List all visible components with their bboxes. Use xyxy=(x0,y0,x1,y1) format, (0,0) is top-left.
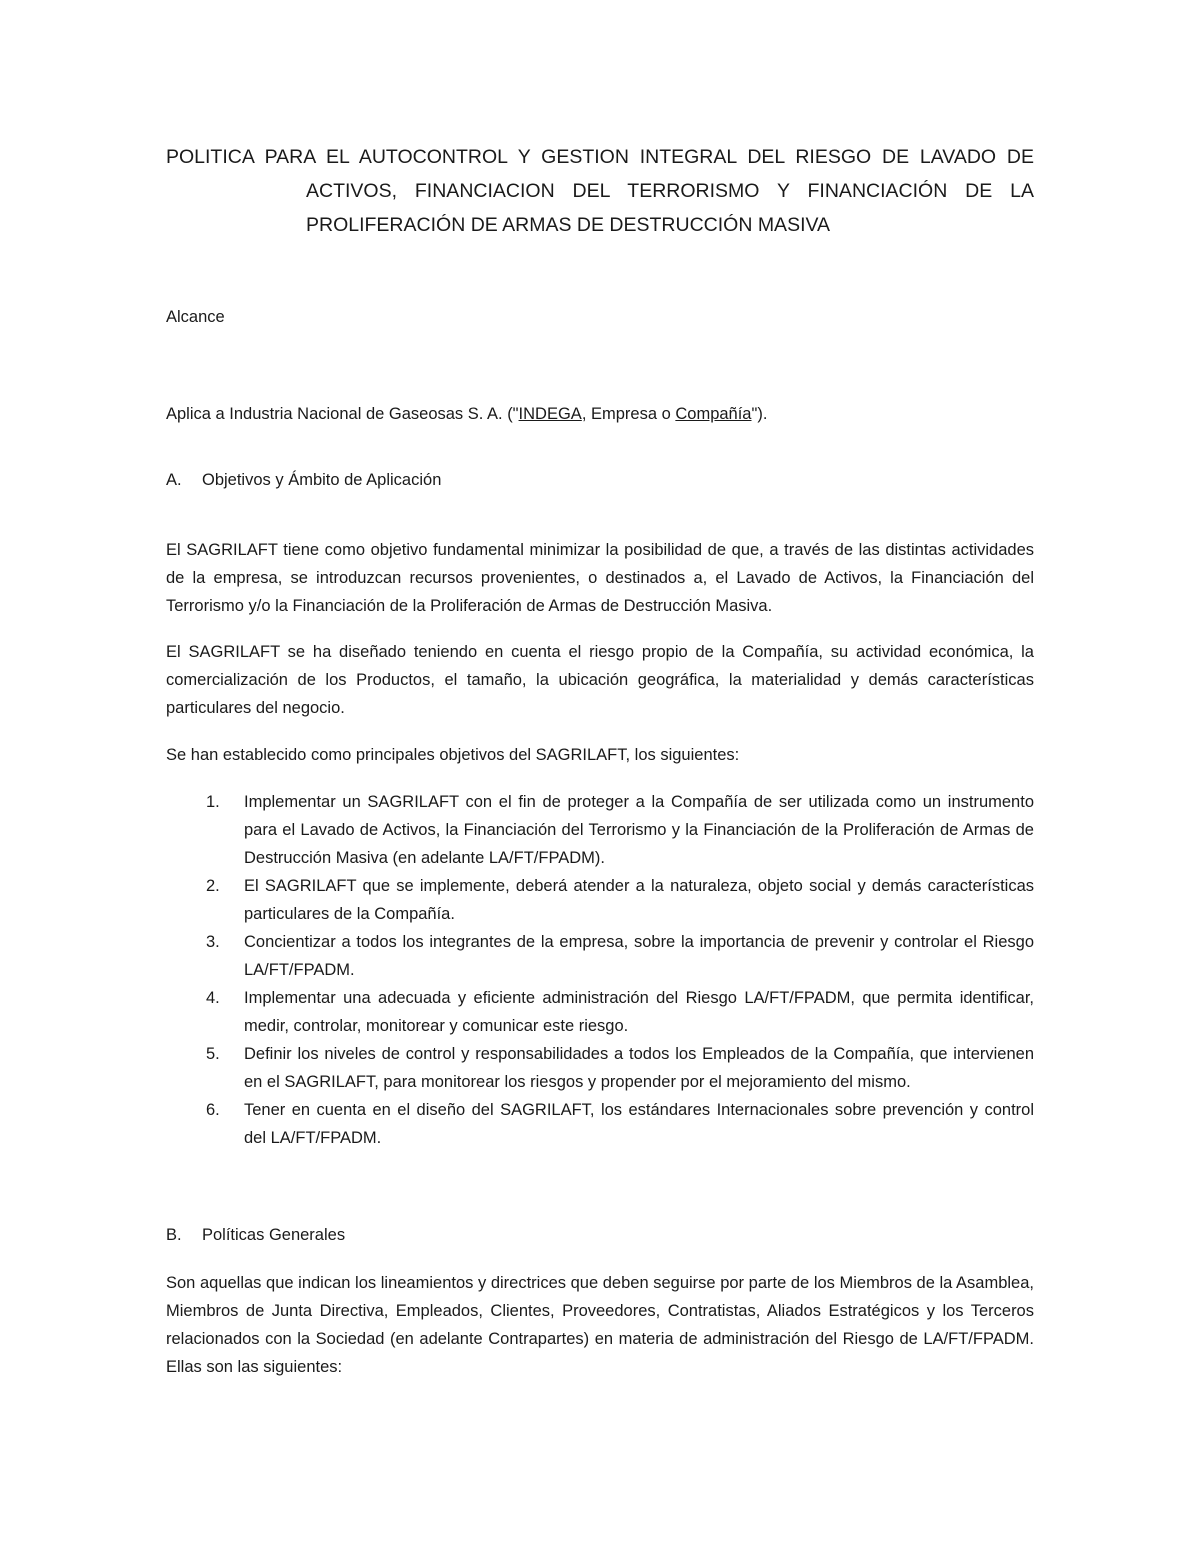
alcance-heading: Alcance xyxy=(166,308,225,326)
list-item-number: 5. xyxy=(206,1045,220,1063)
section-a-paragraph-2: El SAGRILAFT se ha diseñado teniendo en cuenta el riesgo propio de la Compañía, su actividad económica, la comercialización de los Productos, el tamaño, la ubicación geográfica, la materialidad y demás características particulares del negocio. xyxy=(166,643,1034,717)
list-item-number: 6. xyxy=(206,1101,220,1119)
title-line-1: POLITICA PARA EL AUTOCONTROL Y GESTION INTEGRAL DEL RIESGO DE LAVADO DE xyxy=(166,146,1034,168)
list-item-text: El SAGRILAFT que se implemente, deberá atender a la naturaleza, objeto social y demás características particulares de la Compañía. xyxy=(244,877,1034,923)
list-item xyxy=(206,788,1034,872)
compania-link[interactable]: Compañía xyxy=(675,405,752,423)
list-item-text: Definir los niveles de control y responsabilidades a todos los Empleados de la Compañía, que intervienen en el SAGRILAFT, para monitorear los riesgos y propender por el mejoramiento del mismo. xyxy=(244,1045,1034,1091)
title-line-3: PROLIFERACIÓN DE ARMAS DE DESTRUCCIÓN MASIVA xyxy=(306,214,831,236)
section-b-letter: B. xyxy=(166,1226,182,1244)
section-a-letter: A. xyxy=(166,471,182,489)
list-item-text: Tener en cuenta en el diseño del SAGRILAFT, los estándares Internacionales sobre prevención y control del LA/FT/FPADM. xyxy=(244,1101,1034,1147)
list-item xyxy=(206,984,1034,1040)
list-item-text: Concientizar a todos los integrantes de la empresa, sobre la importancia de prevenir y controlar el Riesgo LA/FT/FPADM. xyxy=(244,933,1034,979)
alcance-text-before: Aplica a Industria Nacional de Gaseosas S. A. (" xyxy=(166,405,519,423)
objectives-list xyxy=(206,788,1034,1152)
list-item-number: 3. xyxy=(206,933,220,951)
section-b-title: Políticas Generales xyxy=(202,1226,346,1244)
section-a-paragraph-1: El SAGRILAFT tiene como objetivo fundamental minimizar la posibilidad de que, a través de las distintas actividades de la empresa, se introduzcan recursos provenientes, o destinados a, el Lavado de Activos, la Financiación del Terrorismo y/o la Financiación de la Proliferación de Armas de Destrucción Masiva. xyxy=(166,541,1034,615)
list-item xyxy=(206,928,1034,984)
document-title xyxy=(166,140,1034,242)
section-a-paragraph-3: Se han establecido como principales objetivos del SAGRILAFT, los siguientes: xyxy=(166,746,740,764)
list-item-number: 4. xyxy=(206,989,220,1007)
alcance-text-mid: , Empresa o xyxy=(581,405,676,423)
title-line-2: ACTIVOS, FINANCIACION DEL TERRORISMO Y FINANCIACIÓN DE LA xyxy=(306,180,1034,202)
section-b-paragraph: Son aquellas que indican los lineamientos y directrices que deben seguirse por parte de los Miembros de la Asamblea, Miembros de Junta Directiva, Empleados, Clientes, Proveedores, Contratistas, Aliados Estratégicos y los Terceros relacionados con la Sociedad (en adelante Contrapartes) en materia de administración del Riesgo de LA/FT/FPADM. Ellas son las siguientes: xyxy=(166,1274,1034,1376)
indega-link[interactable]: INDEGA xyxy=(518,405,582,423)
alcance-text-after: "). xyxy=(751,405,768,423)
alcance-paragraph xyxy=(166,400,1034,428)
section-a-title: Objetivos y Ámbito de Aplicación xyxy=(202,471,442,489)
section-a-heading xyxy=(166,466,441,494)
list-item xyxy=(206,872,1034,928)
list-item-text: Implementar un SAGRILAFT con el fin de proteger a la Compañía de ser utilizada como un instrumento para el Lavado de Activos, la Financiación del Terrorismo y la Financiación de la Proliferación de Armas de Destrucción Masiva (en adelante LA/FT/FPADM). xyxy=(244,793,1034,867)
list-item-number: 1. xyxy=(206,793,220,811)
list-item xyxy=(206,1040,1034,1096)
list-item-text: Implementar una adecuada y eficiente administración del Riesgo LA/FT/FPADM, que permita identificar, medir, controlar, monitorear y comunicar este riesgo. xyxy=(244,989,1034,1035)
section-b-heading xyxy=(166,1221,345,1249)
list-item xyxy=(206,1096,1034,1152)
list-item-number: 2. xyxy=(206,877,220,895)
